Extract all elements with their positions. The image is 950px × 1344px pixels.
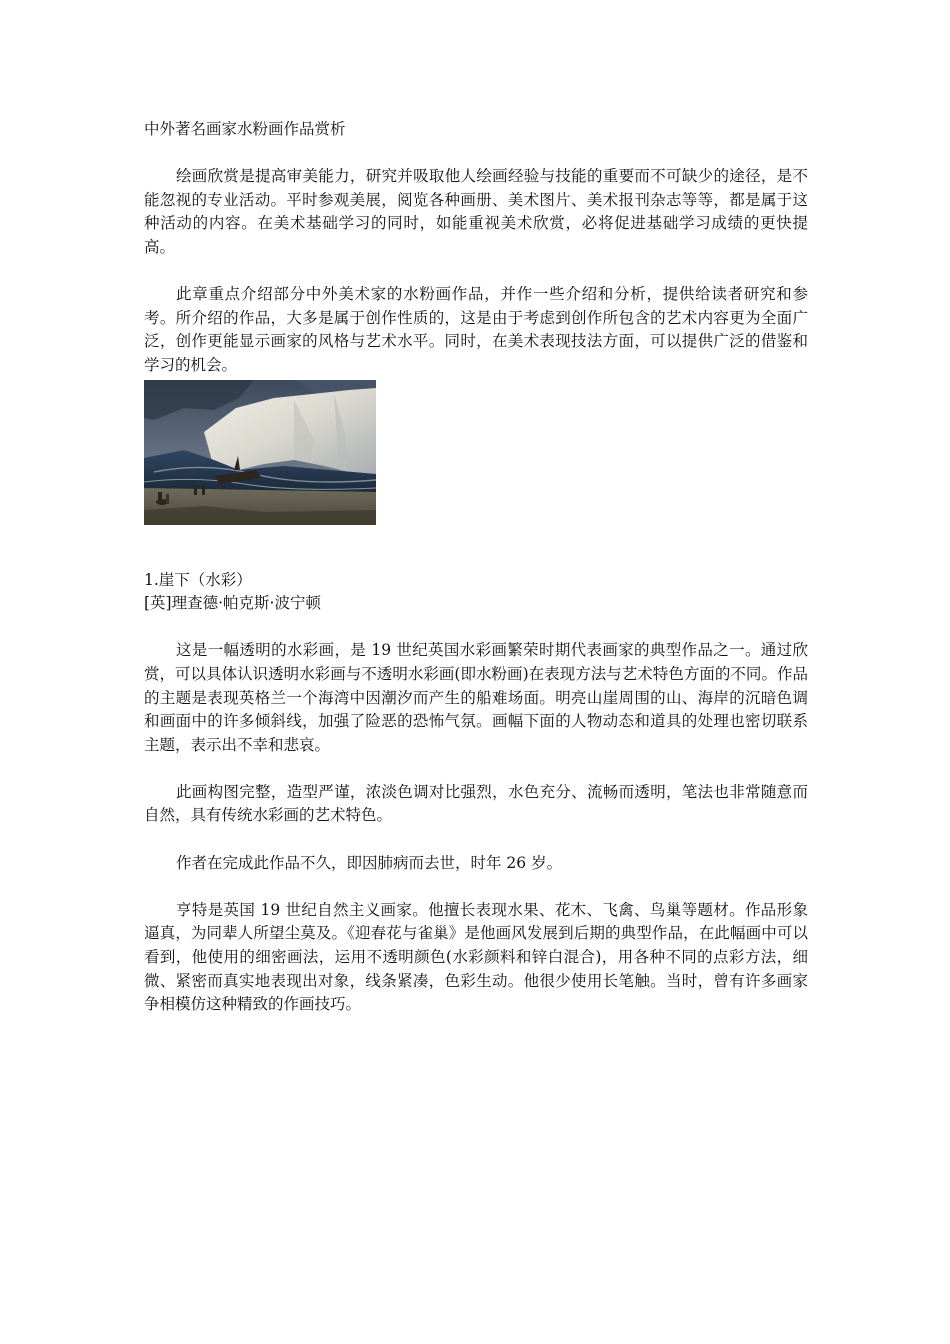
document-title: 中外著名画家水粉画作品赏析: [144, 120, 346, 138]
intro-paragraph-2: 此章重点介绍部分中外美术家的水粉画作品，并作一些介绍和分析，提供给读者研究和参考。所介绍的作品，大多是属于创作性质的，这是由于考虑到创作所包含的艺术内容更为全面广泛，创作更能显示画家的风格与艺术水平。同时，在美术表现技法方面，可以提供广泛的借鉴和学习的机会。: [144, 285, 808, 374]
body-paragraph-3: 作者在完成此作品不久，即因肺病而去世，时年 26 岁。: [176, 853, 563, 872]
body-paragraph-2: 此画构图完整，造型严谨，浓淡色调对比强烈，水色充分、流畅而透明，笔法也非常随意而自然，具有传统水彩画的艺术特色。: [144, 782, 808, 825]
body-paragraph-1: 这是一幅透明的水彩画，是 19 世纪英国水彩画繁荣时期代表画家的典型作品之一。通过欣赏，可以具体认识透明水彩画与不透明水彩画(即水粉画)在表现方法与艺术特色方面的不同。作品的主题是表现英格兰一个海湾中因潮汐而产生的船难场面。明亮山崖周围的山、海岸的沉暗色调和画面中的许多倾斜线，加强了险恶的恐怖气氛。画幅下面的人物动态和道具的处理也密切联系主题，表示出不幸和悲哀。: [144, 641, 808, 754]
body-paragraph-4: 亨特是英国 19 世纪自然主义画家。他擅长表现水果、花木、飞禽、鸟巢等题材。作品形象逼真，为同辈人所望尘莫及。《迎春花与雀巢》是他画风发展到后期的典型作品，在此幅画中可以看到，他使用的细密画法，运用不透明颜色(水彩颜料和锌白混合)，用各种不同的点彩方法，细微、紧密而真实地表现出对象，线条紧凑，色彩生动。他很少使用长笔触。当时，曾有许多画家争相模仿这种精致的作画技巧。: [144, 900, 808, 1014]
document-page: [144, 118, 808, 1040]
intro-paragraph-1: 绘画欣赏是提高审美能力，研究并吸取他人绘画经验与技能的重要而不可缺少的途径，是不能忽视的专业活动。平时参观美展，阅览各种画册、美术图片、美术报刊杂志等等，都是属于这种活动的内容。在美术基础学习的同时，如能重视美术欣赏，必将促进基础学习成绩的更快提高。: [144, 167, 808, 256]
artwork-artist: [英]理查德·帕克斯·波宁顿: [144, 594, 321, 613]
artwork-caption: 1.崖下（水彩）: [144, 570, 252, 589]
painting-image: [144, 380, 376, 525]
